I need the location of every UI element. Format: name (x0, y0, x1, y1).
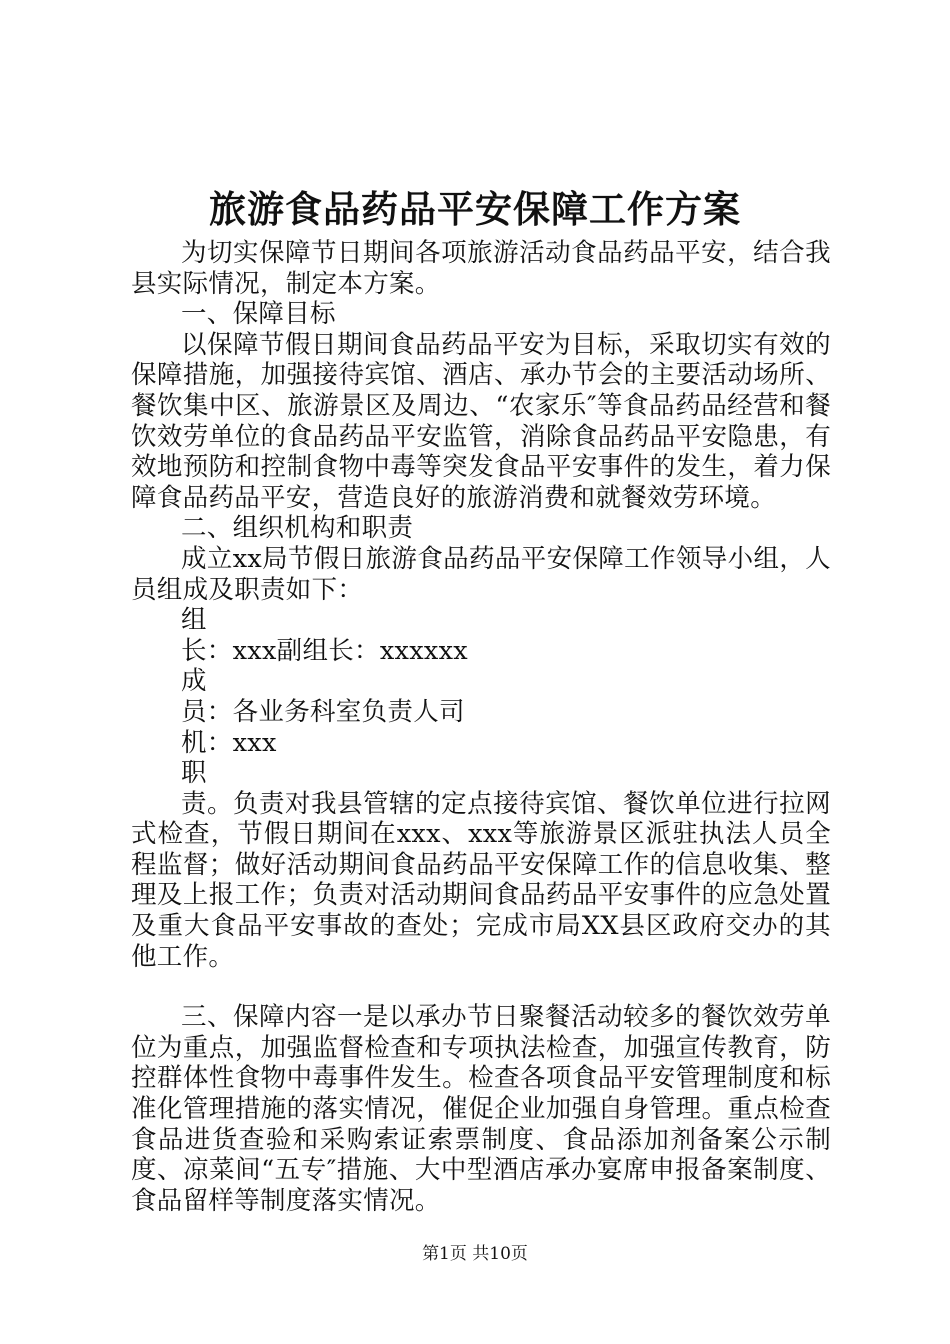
duties-paragraph: 责。负责对我县管辖的定点接待宾馆、餐饮单位进行拉网式检查，节假日期间在xxx、xxx等旅游景区派驻执法人员全程监督；做好活动期间食品药品平安保障工作的信息收集、整理及上报工作；负责对活动期间食品药品平安事件的应急处置及重大食品平安事故的查处；完成市局XX县区政府交办的其他工作。 (131, 788, 831, 972)
content-paragraph: 三、保障内容一是以承办节日聚餐活动较多的餐饮效劳单位为重点，加强监督检查和专项执法检查，加强宣传教育，防控群体性食物中毒事件发生。检查各项食品平安管理制度和标准化管理措施的落实情况，催促企业加强自身管理。重点检查食品进货查验和采购索证索票制度、食品添加剂备案公示制度、凉菜间“五专″措施、大中型酒店承办宴席申报备案制度、食品留样等制度落实情况。 (131, 1002, 831, 1216)
organization-paragraph: 成立xx局节假日旅游食品药品平安保障工作领导小组，人员组成及职责如下： (131, 543, 831, 605)
member-line: 长：xxx副组长：xxxxxx (181, 635, 468, 666)
document-title: 旅游食品药品平安保障工作方案 (209, 187, 741, 231)
member-line: 机：xxx (181, 727, 277, 758)
member-line: 职 (181, 758, 207, 789)
goal-paragraph: 以保障节假日期间食品药品平安为目标，采取切实有效的保障措施，加强接待宾馆、酒店、承办节会的主要活动场所、餐饮集中区、旅游景区及周边、“农家乐″等食品药品经营和餐饮效劳单位的食品药品平安监管，消除食品药品平安隐患，有效地预防和控制食物中毒等突发食品平安事件的发生，着力保障食品药品平安，营造良好的旅游消费和就餐效劳环境。 (131, 329, 831, 513)
section-heading-goal: 一、保障目标 (181, 299, 336, 330)
intro-paragraph: 为切实保障节日期间各项旅游活动食品药品平安，结合我县实际情况，制定本方案。 (131, 238, 831, 299)
document-body (131, 238, 831, 1216)
section-heading-organization: 二、组织机构和职责 (181, 513, 414, 544)
member-line: 成 (181, 666, 207, 697)
member-line: 员：各业务科室负责人司 (181, 696, 465, 727)
member-line: 组 (181, 605, 207, 636)
page-footer: 第1页 共10页 (422, 1244, 528, 1264)
